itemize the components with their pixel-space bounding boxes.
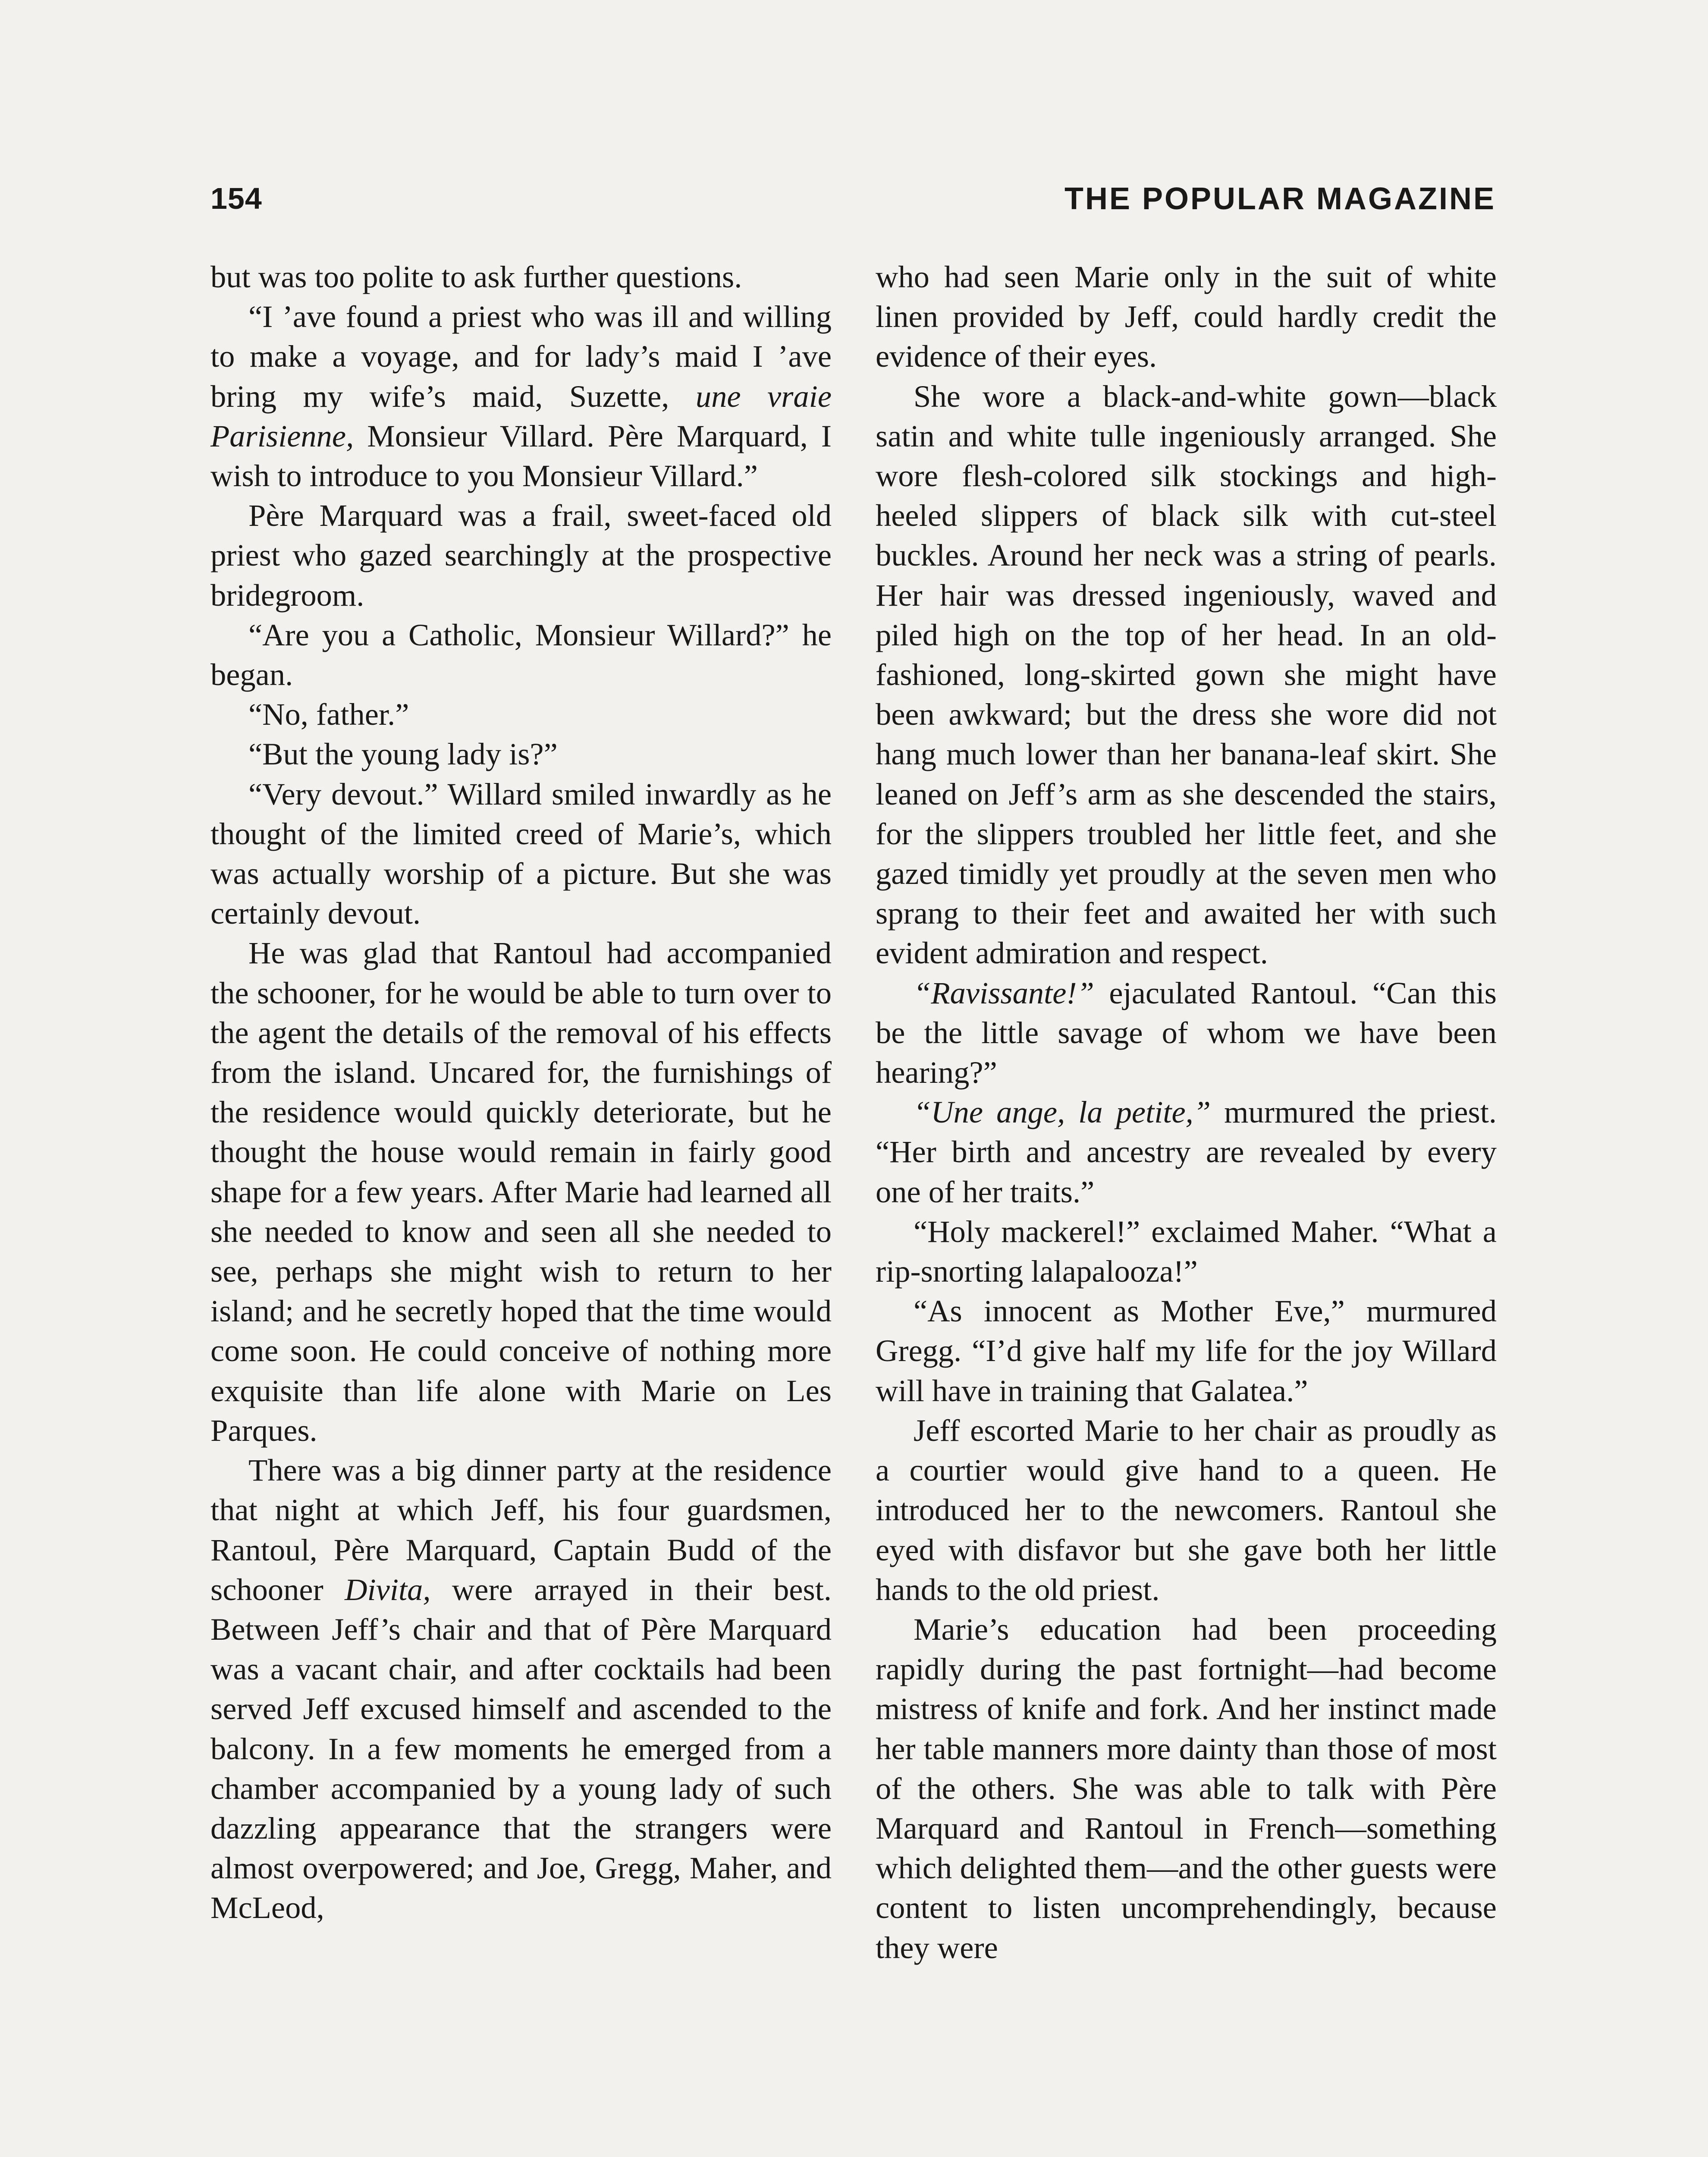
paragraph: “Very devout.” Willard smiled inwardly as he thought of the limited creed of Marie’s, which was actually worship of a picture. But she was certainly devout.	[210, 776, 832, 931]
paragraph: “Are you a Catholic, Monsieur Willard?” he began.	[210, 617, 832, 692]
paragraph: “Ravissante!” ejaculated Rantoul. “Can this be the little savage of whom we have been hearing?”	[876, 975, 1497, 1090]
paragraph: There was a big dinner party at the residence that night at which Jeff, his four guardsmen, Rantoul, Père Marquard, Captain Budd of the schooner Divita, were arrayed in their best. Between Jeff’s chair and that of Père Marquard was a vacant chair, and after cocktails had been served Jeff excused himself and ascended to the balcony. In a few moments he emerged from a chamber accompanied by a young lady of such dazzling appearance that the strangers were almost overpowered; and Joe, Gregg, Maher, and McLeod,	[210, 1453, 832, 1925]
paragraph: “Une ange, la petite,” murmured the priest. “Her birth and ancestry are revealed by every one of her traits.”	[876, 1094, 1497, 1209]
paragraph: “But the young lady is?”	[248, 736, 558, 772]
paragraph: “I ’ave found a priest who was ill and willing to make a voyage, and for lady’s maid I ’ave bring my wife’s maid, Suzette, une vraie Parisienne, Monsieur Villard. Père Marquard, I wish to introduce to you Monsieur Villard.”	[210, 299, 832, 494]
continued-paragraph: but was too polite to ask further questions.	[210, 259, 742, 294]
paragraph: He was glad that Rantoul had accompanied the schooner, for he would be able to turn over to the agent the details of the removal of his effects from the island. Uncared for, the furnishings of the residence would quickly deteriorate, but he thought the house would remain in fairly good shape for a few years. After Marie had learned all she needed to know and seen all she needed to see, perhaps she might wish to return to her island; and he secretly hoped that the time would come soon. He could conceive of nothing more exquisite than life alone with Marie on Les Parques.	[210, 935, 832, 1448]
paragraph: “Holy mackerel!” exclaimed Maher. “What a rip-snorting lalapalooza!”	[876, 1214, 1497, 1289]
paragraph: Père Marquard was a frail, sweet-faced old priest who gazed searchingly at the prospective bridegroom.	[210, 498, 832, 613]
paragraph: Jeff escorted Marie to her chair as proudly as a courtier would give hand to a queen. He introduced her to the newcomers. Rantoul she eyed with disfavor but she gave both her little hands to the old priest.	[876, 1412, 1497, 1607]
page-number: 154	[210, 182, 262, 215]
paragraph: “As innocent as Mother Eve,” murmured Gregg. “I’d give half my life for the joy Willard will have in training that Galatea.”	[876, 1293, 1497, 1408]
running-head: THE POPULAR MAGAZINE	[1064, 182, 1496, 216]
right-text-column	[876, 257, 1497, 1968]
paragraph: Marie’s education had been proceeding rapidly during the past fortnight—had become mistress of knife and fork. And her instinct made her table manners more dainty than those of most of the others. She was able to talk with Père Marquard and Rantoul in French—something which delighted them—and the other guests were content to listen uncomprehendingly, because they were	[876, 1611, 1497, 1965]
paragraph: “No, father.”	[248, 697, 409, 732]
paragraph: She wore a black-and-white gown—black satin and white tulle ingeniously arranged. She wore flesh-colored silk stockings and high-heeled slippers of black silk with cut-steel buckles. Around her neck was a string of pearls. Her hair was dressed ingeniously, waved and piled high on the top of her head. In an old-fashioned, long-skirted gown she might have been awkward; but the dress she wore did not hang much lower than her banana-leaf skirt. She leaned on Jeff’s arm as she descended the stairs, for the slippers troubled her little feet, and she gazed timidly yet proudly at the seven men who sprang to their feet and awaited her with such evident admiration and respect.	[876, 378, 1497, 971]
left-text-column	[210, 257, 832, 1928]
continued-paragraph: who had seen Marie only in the suit of white linen provided by Jeff, could hardly credit the evidence of their eyes.	[876, 259, 1497, 374]
